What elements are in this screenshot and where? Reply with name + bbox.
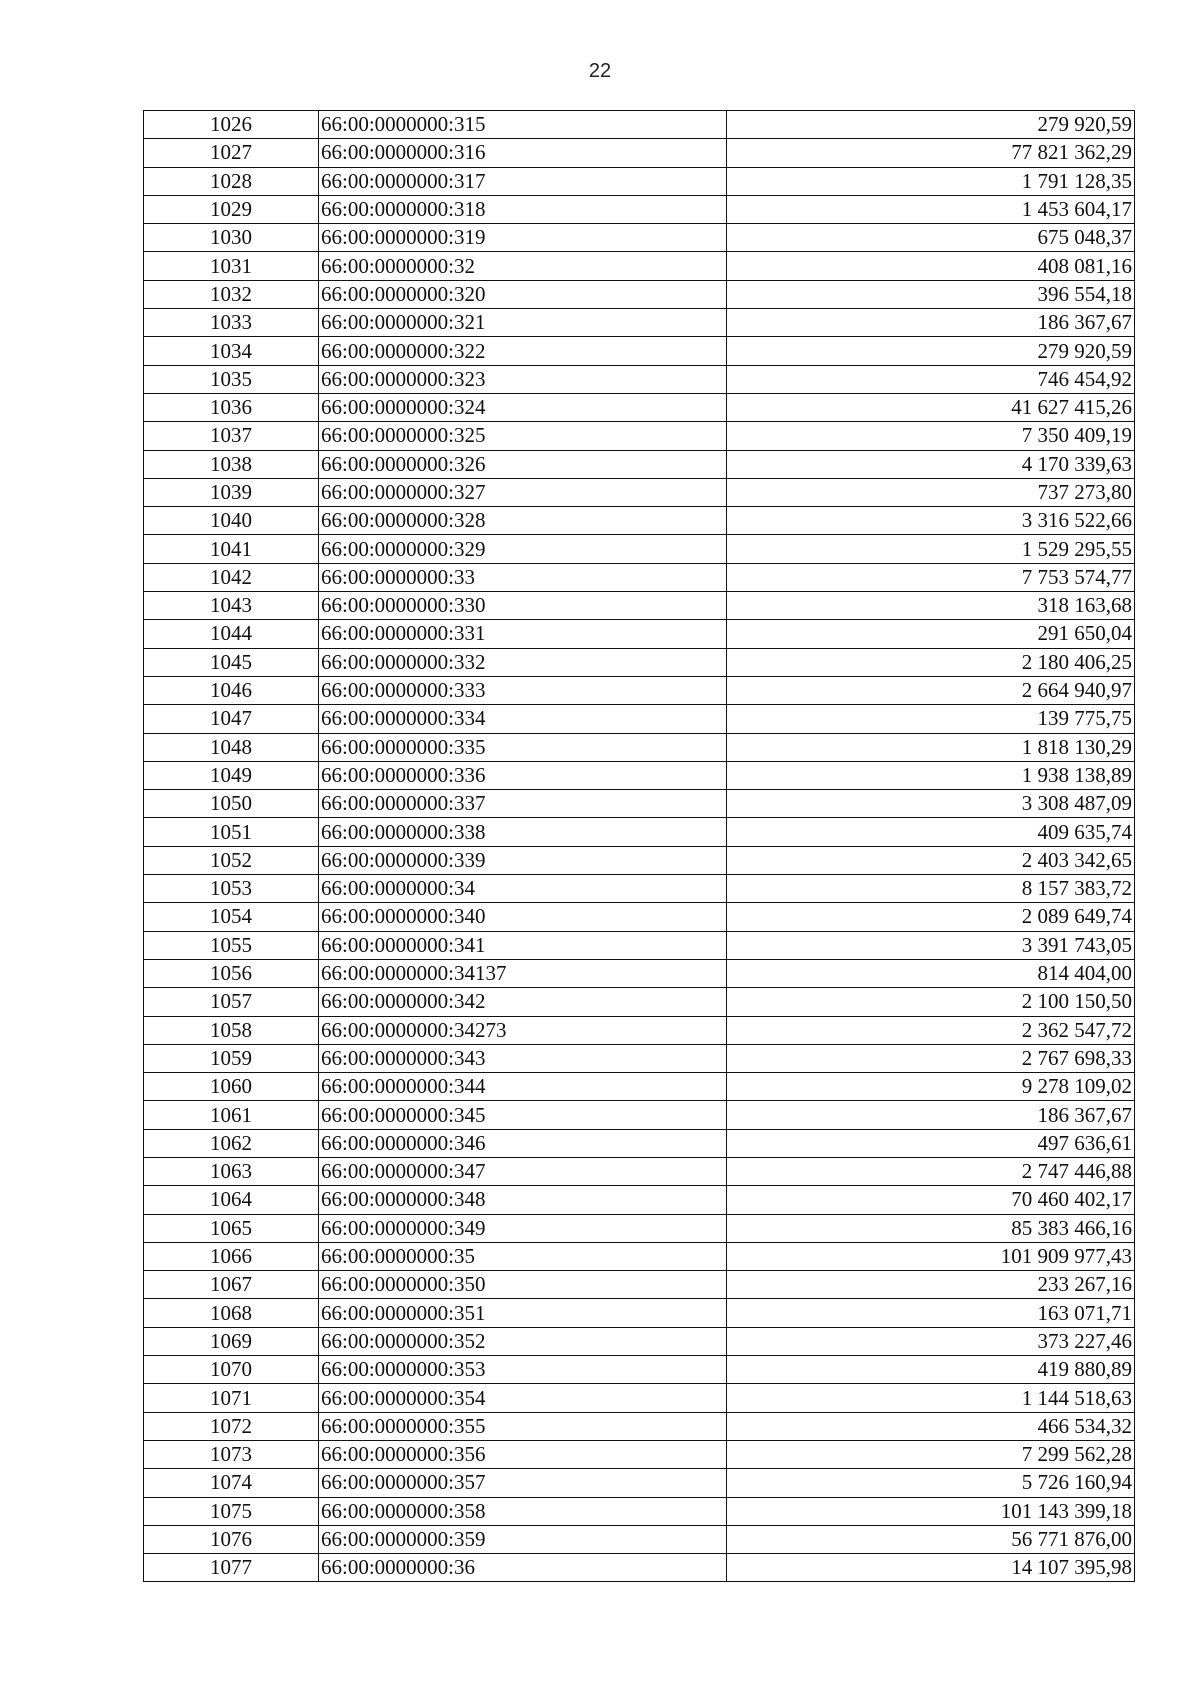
cadastral-number-cell: 66:00:0000000:322 (319, 337, 727, 365)
cadastral-value-cell: 2 089 649,74 (727, 903, 1135, 931)
row-number-cell: 1048 (144, 733, 319, 761)
table-row (144, 1157, 1135, 1185)
cadastral-value-cell: 7 299 562,28 (727, 1440, 1135, 1468)
table-row (144, 1073, 1135, 1101)
table-row (144, 705, 1135, 733)
row-number-cell: 1050 (144, 790, 319, 818)
cadastral-value-cell: 9 278 109,02 (727, 1073, 1135, 1101)
row-number-cell: 1059 (144, 1044, 319, 1072)
cadastral-value-cell: 2 747 446,88 (727, 1157, 1135, 1185)
cadastral-number-cell: 66:00:0000000:36 (319, 1554, 727, 1582)
table-row (144, 1044, 1135, 1072)
table-row (144, 1101, 1135, 1129)
cadastral-number-cell: 66:00:0000000:359 (319, 1525, 727, 1553)
table-row (144, 393, 1135, 421)
row-number-cell: 1026 (144, 111, 319, 139)
table-row (144, 535, 1135, 563)
row-number-cell: 1062 (144, 1129, 319, 1157)
cadastral-number-cell: 66:00:0000000:34137 (319, 959, 727, 987)
page-number: 22 (588, 60, 612, 82)
row-number-cell: 1046 (144, 676, 319, 704)
row-number-cell: 1069 (144, 1327, 319, 1355)
cadastral-number-cell: 66:00:0000000:324 (319, 393, 727, 421)
row-number-cell: 1041 (144, 535, 319, 563)
cadastral-number-cell: 66:00:0000000:341 (319, 931, 727, 959)
table-row (144, 478, 1135, 506)
cadastral-value-cell: 163 071,71 (727, 1299, 1135, 1327)
row-number-cell: 1027 (144, 139, 319, 167)
table-row (144, 903, 1135, 931)
cadastral-number-cell: 66:00:0000000:323 (319, 365, 727, 393)
cadastral-value-cell: 7 753 574,77 (727, 563, 1135, 591)
table-row (144, 988, 1135, 1016)
table-row (144, 790, 1135, 818)
cadastral-value-cell: 373 227,46 (727, 1327, 1135, 1355)
cadastral-value-cell: 186 367,67 (727, 1101, 1135, 1129)
cadastral-value-cell: 56 771 876,00 (727, 1525, 1135, 1553)
row-number-cell: 1036 (144, 393, 319, 421)
row-number-cell: 1029 (144, 195, 319, 223)
row-number-cell: 1070 (144, 1356, 319, 1384)
cadastral-number-cell: 66:00:0000000:32 (319, 252, 727, 280)
cadastral-value-cell: 1 529 295,55 (727, 535, 1135, 563)
table-row (144, 563, 1135, 591)
row-number-cell: 1076 (144, 1525, 319, 1553)
table-row (144, 846, 1135, 874)
table-row (144, 1327, 1135, 1355)
row-number-cell: 1053 (144, 875, 319, 903)
table-row (144, 959, 1135, 987)
cadastral-value-cell: 7 350 409,19 (727, 422, 1135, 450)
cadastral-value-cell: 2 362 547,72 (727, 1016, 1135, 1044)
table-row (144, 167, 1135, 195)
cadastral-number-cell: 66:00:0000000:333 (319, 676, 727, 704)
table-row (144, 422, 1135, 450)
row-number-cell: 1032 (144, 280, 319, 308)
cadastral-value-cell: 1 818 130,29 (727, 733, 1135, 761)
table-row (144, 1554, 1135, 1582)
cadastral-number-cell: 66:00:0000000:34273 (319, 1016, 727, 1044)
table-row (144, 280, 1135, 308)
cadastral-value-cell: 3 391 743,05 (727, 931, 1135, 959)
cadastral-number-cell: 66:00:0000000:328 (319, 507, 727, 535)
row-number-cell: 1040 (144, 507, 319, 535)
table-row (144, 1129, 1135, 1157)
cadastral-number-cell: 66:00:0000000:347 (319, 1157, 727, 1185)
cadastral-value-cell: 279 920,59 (727, 337, 1135, 365)
cadastral-number-cell: 66:00:0000000:357 (319, 1469, 727, 1497)
cadastral-number-cell: 66:00:0000000:344 (319, 1073, 727, 1101)
cadastral-value-cell: 41 627 415,26 (727, 393, 1135, 421)
cadastral-number-cell: 66:00:0000000:316 (319, 139, 727, 167)
row-number-cell: 1057 (144, 988, 319, 1016)
cadastral-value-cell: 737 273,80 (727, 478, 1135, 506)
cadastral-number-cell: 66:00:0000000:33 (319, 563, 727, 591)
table-row (144, 761, 1135, 789)
row-number-cell: 1055 (144, 931, 319, 959)
table-row (144, 1497, 1135, 1525)
cadastral-number-cell: 66:00:0000000:339 (319, 846, 727, 874)
row-number-cell: 1073 (144, 1440, 319, 1468)
cadastral-number-cell: 66:00:0000000:350 (319, 1271, 727, 1299)
table-row (144, 818, 1135, 846)
cadastral-value-cell: 4 170 339,63 (727, 450, 1135, 478)
table-row (144, 195, 1135, 223)
cadastral-number-cell: 66:00:0000000:354 (319, 1384, 727, 1412)
row-number-cell: 1028 (144, 167, 319, 195)
cadastral-value-cell: 233 267,16 (727, 1271, 1135, 1299)
row-number-cell: 1045 (144, 648, 319, 676)
table-row (144, 931, 1135, 959)
cadastral-number-cell: 66:00:0000000:353 (319, 1356, 727, 1384)
cadastral-value-cell: 5 726 160,94 (727, 1469, 1135, 1497)
row-number-cell: 1054 (144, 903, 319, 931)
cadastral-value-cell: 77 821 362,29 (727, 139, 1135, 167)
row-number-cell: 1061 (144, 1101, 319, 1129)
row-number-cell: 1037 (144, 422, 319, 450)
row-number-cell: 1043 (144, 592, 319, 620)
row-number-cell: 1071 (144, 1384, 319, 1412)
cadastral-value-cell: 1 453 604,17 (727, 195, 1135, 223)
row-number-cell: 1058 (144, 1016, 319, 1044)
table-row (144, 1525, 1135, 1553)
row-number-cell: 1077 (144, 1554, 319, 1582)
cadastral-value-cell: 2 767 698,33 (727, 1044, 1135, 1072)
row-number-cell: 1064 (144, 1186, 319, 1214)
cadastral-number-cell: 66:00:0000000:342 (319, 988, 727, 1016)
cadastral-number-cell: 66:00:0000000:334 (319, 705, 727, 733)
cadastral-value-cell: 2 180 406,25 (727, 648, 1135, 676)
row-number-cell: 1066 (144, 1242, 319, 1270)
cadastral-number-cell: 66:00:0000000:317 (319, 167, 727, 195)
cadastral-value-cell: 419 880,89 (727, 1356, 1135, 1384)
row-number-cell: 1065 (144, 1214, 319, 1242)
cadastral-value-cell: 291 650,04 (727, 620, 1135, 648)
table-body (144, 111, 1135, 1582)
row-number-cell: 1042 (144, 563, 319, 591)
cadastral-number-cell: 66:00:0000000:330 (319, 592, 727, 620)
cadastral-value-table (143, 110, 1135, 1582)
cadastral-value-cell: 8 157 383,72 (727, 875, 1135, 903)
cadastral-value-cell: 186 367,67 (727, 309, 1135, 337)
cadastral-value-cell: 1 938 138,89 (727, 761, 1135, 789)
cadastral-number-cell: 66:00:0000000:321 (319, 309, 727, 337)
cadastral-value-cell: 3 316 522,66 (727, 507, 1135, 535)
row-number-cell: 1056 (144, 959, 319, 987)
table-row (144, 592, 1135, 620)
cadastral-number-cell: 66:00:0000000:358 (319, 1497, 727, 1525)
cadastral-value-cell: 675 048,37 (727, 224, 1135, 252)
table-row (144, 1469, 1135, 1497)
cadastral-value-cell: 408 081,16 (727, 252, 1135, 280)
table-row (144, 1384, 1135, 1412)
table-row (144, 1242, 1135, 1270)
cadastral-number-cell: 66:00:0000000:327 (319, 478, 727, 506)
table-row (144, 1299, 1135, 1327)
cadastral-value-cell: 2 403 342,65 (727, 846, 1135, 874)
cadastral-number-cell: 66:00:0000000:336 (319, 761, 727, 789)
table-row (144, 620, 1135, 648)
cadastral-value-cell: 2 100 150,50 (727, 988, 1135, 1016)
cadastral-number-cell: 66:00:0000000:331 (319, 620, 727, 648)
cadastral-number-cell: 66:00:0000000:325 (319, 422, 727, 450)
cadastral-value-cell: 279 920,59 (727, 111, 1135, 139)
table-row (144, 676, 1135, 704)
row-number-cell: 1044 (144, 620, 319, 648)
row-number-cell: 1031 (144, 252, 319, 280)
cadastral-value-cell: 2 664 940,97 (727, 676, 1135, 704)
cadastral-number-cell: 66:00:0000000:338 (319, 818, 727, 846)
cadastral-value-cell: 1 791 128,35 (727, 167, 1135, 195)
table-row (144, 111, 1135, 139)
cadastral-value-cell: 3 308 487,09 (727, 790, 1135, 818)
cadastral-value-cell: 409 635,74 (727, 818, 1135, 846)
table-row (144, 337, 1135, 365)
row-number-cell: 1067 (144, 1271, 319, 1299)
cadastral-number-cell: 66:00:0000000:349 (319, 1214, 727, 1242)
cadastral-value-cell: 14 107 395,98 (727, 1554, 1135, 1582)
cadastral-number-cell: 66:00:0000000:356 (319, 1440, 727, 1468)
row-number-cell: 1074 (144, 1469, 319, 1497)
row-number-cell: 1030 (144, 224, 319, 252)
cadastral-number-cell: 66:00:0000000:343 (319, 1044, 727, 1072)
table-row (144, 365, 1135, 393)
cadastral-number-cell: 66:00:0000000:320 (319, 280, 727, 308)
table-row (144, 1271, 1135, 1299)
table-row (144, 252, 1135, 280)
cadastral-value-cell: 466 534,32 (727, 1412, 1135, 1440)
cadastral-number-cell: 66:00:0000000:335 (319, 733, 727, 761)
cadastral-number-cell: 66:00:0000000:315 (319, 111, 727, 139)
cadastral-value-cell: 101 143 399,18 (727, 1497, 1135, 1525)
table-row (144, 1412, 1135, 1440)
cadastral-number-cell: 66:00:0000000:319 (319, 224, 727, 252)
table-row (144, 1440, 1135, 1468)
cadastral-number-cell: 66:00:0000000:35 (319, 1242, 727, 1270)
table-row (144, 139, 1135, 167)
cadastral-value-cell: 814 404,00 (727, 959, 1135, 987)
table-row (144, 648, 1135, 676)
table-row (144, 1186, 1135, 1214)
cadastral-number-cell: 66:00:0000000:332 (319, 648, 727, 676)
cadastral-number-cell: 66:00:0000000:352 (319, 1327, 727, 1355)
row-number-cell: 1049 (144, 761, 319, 789)
table-row (144, 309, 1135, 337)
row-number-cell: 1068 (144, 1299, 319, 1327)
cadastral-value-cell: 746 454,92 (727, 365, 1135, 393)
cadastral-value-cell: 70 460 402,17 (727, 1186, 1135, 1214)
table-row (144, 733, 1135, 761)
cadastral-value-cell: 101 909 977,43 (727, 1242, 1135, 1270)
row-number-cell: 1052 (144, 846, 319, 874)
table-row (144, 450, 1135, 478)
table-row (144, 1016, 1135, 1044)
cadastral-number-cell: 66:00:0000000:355 (319, 1412, 727, 1440)
row-number-cell: 1060 (144, 1073, 319, 1101)
table-row (144, 1356, 1135, 1384)
table-row (144, 875, 1135, 903)
cadastral-number-cell: 66:00:0000000:34 (319, 875, 727, 903)
row-number-cell: 1034 (144, 337, 319, 365)
cadastral-number-cell: 66:00:0000000:340 (319, 903, 727, 931)
table-row (144, 1214, 1135, 1242)
cadastral-number-cell: 66:00:0000000:348 (319, 1186, 727, 1214)
cadastral-value-cell: 85 383 466,16 (727, 1214, 1135, 1242)
row-number-cell: 1038 (144, 450, 319, 478)
table-row (144, 224, 1135, 252)
cadastral-number-cell: 66:00:0000000:318 (319, 195, 727, 223)
row-number-cell: 1039 (144, 478, 319, 506)
row-number-cell: 1035 (144, 365, 319, 393)
cadastral-value-cell: 318 163,68 (727, 592, 1135, 620)
row-number-cell: 1075 (144, 1497, 319, 1525)
cadastral-number-cell: 66:00:0000000:351 (319, 1299, 727, 1327)
cadastral-number-cell: 66:00:0000000:345 (319, 1101, 727, 1129)
row-number-cell: 1047 (144, 705, 319, 733)
row-number-cell: 1072 (144, 1412, 319, 1440)
cadastral-number-cell: 66:00:0000000:326 (319, 450, 727, 478)
cadastral-number-cell: 66:00:0000000:329 (319, 535, 727, 563)
cadastral-value-cell: 1 144 518,63 (727, 1384, 1135, 1412)
cadastral-number-cell: 66:00:0000000:337 (319, 790, 727, 818)
cadastral-value-cell: 497 636,61 (727, 1129, 1135, 1157)
table-row (144, 507, 1135, 535)
cadastral-value-cell: 396 554,18 (727, 280, 1135, 308)
row-number-cell: 1051 (144, 818, 319, 846)
cadastral-value-cell: 139 775,75 (727, 705, 1135, 733)
row-number-cell: 1063 (144, 1157, 319, 1185)
row-number-cell: 1033 (144, 309, 319, 337)
cadastral-number-cell: 66:00:0000000:346 (319, 1129, 727, 1157)
